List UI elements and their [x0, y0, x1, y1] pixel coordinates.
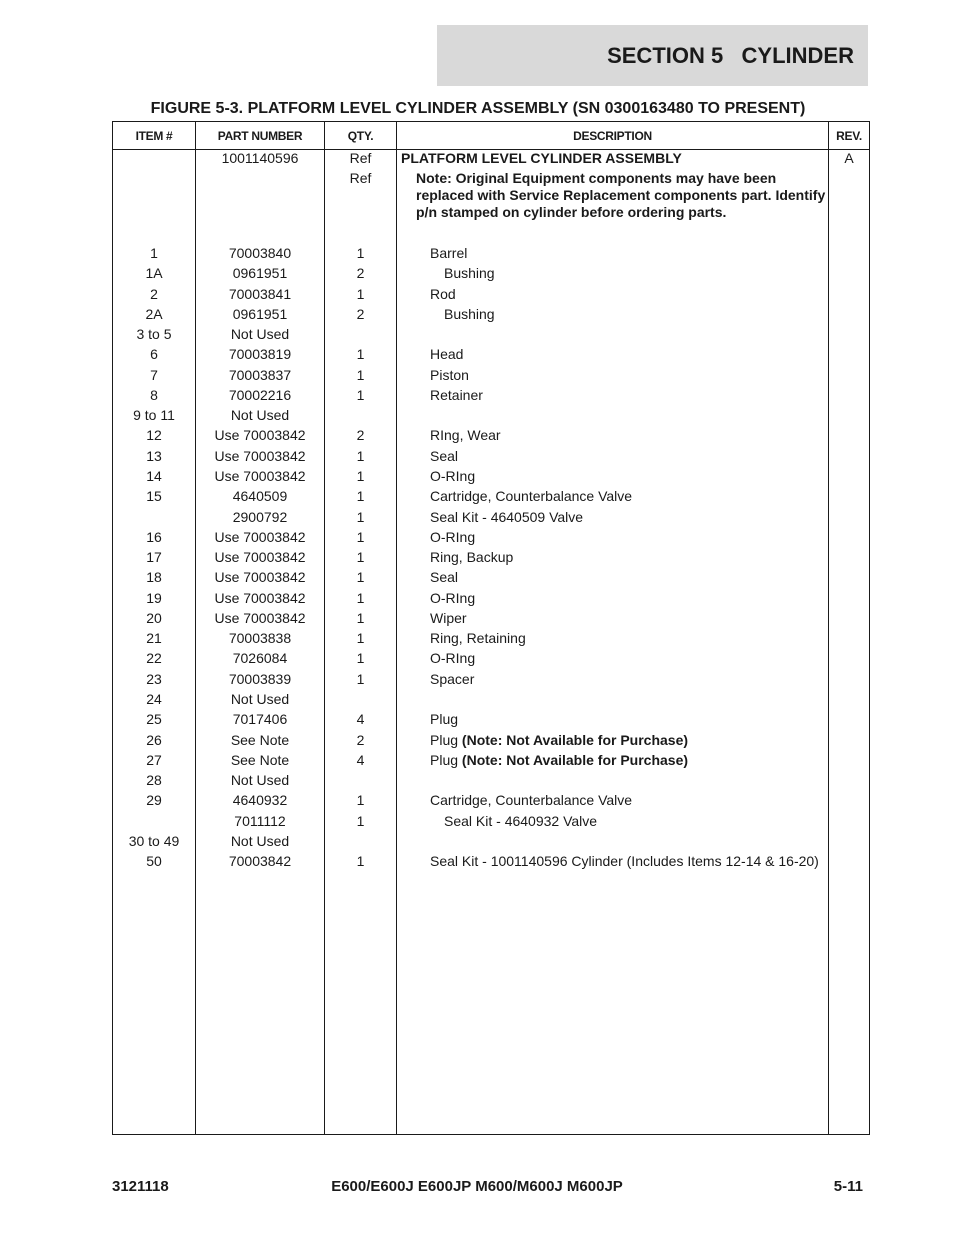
item-number: 16: [146, 528, 162, 545]
item-number: 21: [146, 630, 162, 647]
assembly-qty: Ref: [349, 150, 372, 166]
item-number: 24: [146, 690, 162, 707]
description-note: (Note: Not Available for Purchase): [461, 751, 689, 768]
description: [430, 488, 850, 505]
part-number: Use 70003842: [214, 447, 306, 464]
description: [430, 610, 850, 627]
part-number: 70003837: [228, 366, 292, 383]
part-number: Not Used: [230, 832, 290, 849]
part-number: Not Used: [230, 772, 290, 788]
note-qty: Ref: [349, 170, 372, 186]
quantity: 1: [356, 285, 365, 302]
item-number: 28: [146, 772, 162, 788]
part-number: Use 70003842: [214, 589, 306, 606]
item-number: 1A: [145, 265, 163, 282]
quantity: 1: [356, 346, 365, 363]
description-text: Piston: [430, 366, 469, 383]
description: [430, 792, 850, 809]
description: [444, 265, 864, 282]
quantity: 2: [356, 265, 365, 282]
description-text: Seal: [430, 569, 459, 586]
description: [430, 427, 850, 444]
part-number: 70003842: [228, 853, 292, 870]
part-number: Not Used: [230, 690, 290, 707]
item-number: 2A: [145, 305, 163, 322]
column-header-description: DESCRIPTION: [573, 128, 652, 143]
description: [430, 509, 850, 526]
part-number: See Note: [230, 751, 290, 768]
quantity: 1: [356, 386, 365, 403]
item-number: 20: [146, 609, 162, 626]
footer-page-number: 5-11: [833, 1178, 863, 1195]
item-number: 6: [150, 346, 158, 363]
description-text: RIng, Wear: [430, 427, 501, 444]
assembly-rev: A: [844, 150, 854, 166]
description-text: Spacer: [430, 670, 475, 687]
part-number: 4640932: [232, 792, 288, 809]
part-number: 0961951: [232, 305, 288, 322]
assembly-part-number: 1001140596: [221, 150, 299, 166]
description-note: (Note: Not Available for Purchase): [461, 731, 689, 748]
quantity: 1: [356, 792, 365, 809]
description-text: Retainer: [430, 386, 483, 403]
part-number: 70003838: [228, 630, 292, 647]
description: [430, 367, 850, 384]
item-number: 25: [146, 711, 162, 728]
table-header: [113, 122, 869, 150]
item-number: 50: [146, 853, 162, 870]
description: [430, 752, 850, 769]
quantity: 1: [356, 670, 365, 687]
column-header-item: ITEM #: [135, 128, 173, 143]
quantity: 1: [356, 569, 365, 586]
part-number: Use 70003842: [214, 427, 306, 444]
parts-table: [112, 121, 870, 1135]
part-number: 70003841: [228, 285, 292, 302]
part-number: 0961951: [232, 265, 288, 282]
item-number: 18: [146, 569, 162, 586]
quantity: 1: [356, 508, 365, 525]
description-text: Plug: [430, 751, 462, 768]
column-header-part-number: PART NUMBER: [217, 128, 303, 143]
description-text: Seal Kit - 4640932 Valve: [444, 812, 598, 829]
item-number: 13: [146, 447, 162, 464]
part-number: 7011112: [234, 812, 286, 829]
quantity: 1: [356, 528, 365, 545]
description-text: Cartridge, Counterbalance Valve: [430, 792, 633, 809]
item-number: 1: [150, 245, 158, 261]
item-number: 2: [150, 285, 158, 302]
description-text: Cartridge, Counterbalance Valve: [430, 488, 633, 505]
item-number: 30 to 49: [128, 832, 180, 849]
description: [430, 853, 850, 870]
item-number: 12: [146, 427, 162, 444]
description-text: Head: [430, 346, 464, 363]
description: [430, 448, 850, 465]
part-number: See Note: [230, 731, 290, 748]
part-number: Use 70003842: [214, 468, 306, 484]
item-number: 7: [150, 366, 158, 383]
quantity: 1: [356, 366, 365, 383]
description-text: Ring, Backup: [430, 549, 514, 566]
quantity: 1: [356, 630, 365, 647]
item-number: 19: [146, 589, 162, 606]
description: [430, 245, 850, 262]
column-header-rev: REV.: [836, 128, 862, 143]
quantity: 2: [356, 731, 365, 748]
part-number: 70002216: [228, 386, 292, 403]
description-text: O-RIng: [430, 650, 476, 667]
quantity: 1: [356, 650, 365, 667]
part-number: 70003839: [228, 670, 292, 687]
item-number: 17: [146, 549, 162, 566]
description: [430, 569, 850, 586]
item-number: 22: [146, 650, 162, 667]
part-number: Use 70003842: [214, 609, 306, 626]
description-text: O-RIng: [430, 468, 476, 484]
item-number: 27: [146, 751, 162, 768]
description: [430, 630, 850, 647]
part-number: Use 70003842: [214, 569, 306, 586]
item-number: 3 to 5: [136, 326, 172, 343]
description: [430, 387, 850, 404]
column-divider: [396, 122, 397, 1134]
quantity: 1: [356, 549, 365, 566]
part-number: 7017406: [232, 711, 288, 728]
description: [430, 529, 850, 546]
part-number: Use 70003842: [214, 528, 306, 545]
item-number: 26: [146, 731, 162, 748]
quantity: 2: [356, 427, 365, 444]
part-number: 4640509: [232, 488, 288, 505]
quantity: 1: [356, 245, 365, 261]
item-number: 8: [150, 386, 158, 403]
description: [444, 306, 864, 323]
footer-doc-number: 3121118: [112, 1178, 169, 1195]
column-header-qty: QTY.: [347, 128, 374, 143]
assembly-description: PLATFORM LEVEL CYLINDER ASSEMBLY: [401, 150, 682, 166]
quantity: 1: [356, 589, 365, 606]
item-number: 15: [146, 488, 162, 505]
quantity: 4: [356, 711, 365, 728]
description: [430, 590, 850, 607]
description: [430, 732, 850, 749]
note-text: Note: Original Equipment components may have been replaced with Service Replacement components part. Identify p/n stamped on cylinder before ordering parts.: [416, 170, 826, 220]
description-text: Ring, Retaining: [430, 630, 526, 647]
quantity: 1: [356, 468, 365, 484]
description-text: Plug: [430, 731, 462, 748]
description-text: Seal Kit - 1001140596 Cylinder (Includes Items 12-14 & 16-20): [430, 853, 819, 870]
description-text: Barrel: [430, 245, 468, 261]
description: [430, 549, 850, 566]
quantity: 1: [356, 812, 365, 829]
quantity: 4: [356, 751, 365, 768]
part-number: Not Used: [230, 407, 290, 424]
part-number: 70003840: [228, 245, 292, 261]
description: [430, 711, 850, 728]
quantity: 1: [356, 609, 365, 626]
description-text: Plug: [430, 711, 459, 728]
description-text: Seal Kit - 4640509 Valve: [430, 508, 584, 525]
description: [430, 286, 850, 303]
description-text: O-RIng: [430, 528, 476, 545]
part-number: 2900792: [232, 508, 288, 525]
description: [430, 346, 850, 363]
footer-models: E600/E600J E600JP M600/M600J M600JP: [331, 1178, 623, 1195]
item-number: 14: [146, 468, 162, 484]
description-text: Seal: [430, 447, 459, 464]
quantity: 1: [356, 447, 365, 464]
description-text: Rod: [430, 285, 456, 302]
part-number: Not Used: [230, 326, 290, 343]
item-number: 23: [146, 670, 162, 687]
part-number: Use 70003842: [214, 549, 306, 566]
description-text: Bushing: [444, 265, 495, 282]
part-number: 7026084: [232, 650, 288, 667]
description-text: Wiper: [430, 609, 467, 626]
figure-title: FIGURE 5-3. PLATFORM LEVEL CYLINDER ASSEMBLY (SN 0300163480 TO PRESENT): [150, 100, 806, 117]
quantity: 1: [356, 853, 365, 870]
section-header: [437, 25, 868, 86]
description: [444, 813, 864, 830]
item-number: 9 to 11: [133, 407, 175, 424]
description-text: Bushing: [444, 305, 495, 322]
description: [430, 650, 850, 667]
description: [430, 671, 850, 688]
part-number: 70003819: [228, 346, 292, 363]
section-title: SECTION 5 CYLINDER: [607, 42, 854, 68]
quantity: 1: [356, 488, 365, 505]
description: [430, 468, 850, 485]
description-text: O-RIng: [430, 589, 476, 606]
item-number: 29: [146, 792, 162, 809]
quantity: 2: [356, 305, 365, 322]
